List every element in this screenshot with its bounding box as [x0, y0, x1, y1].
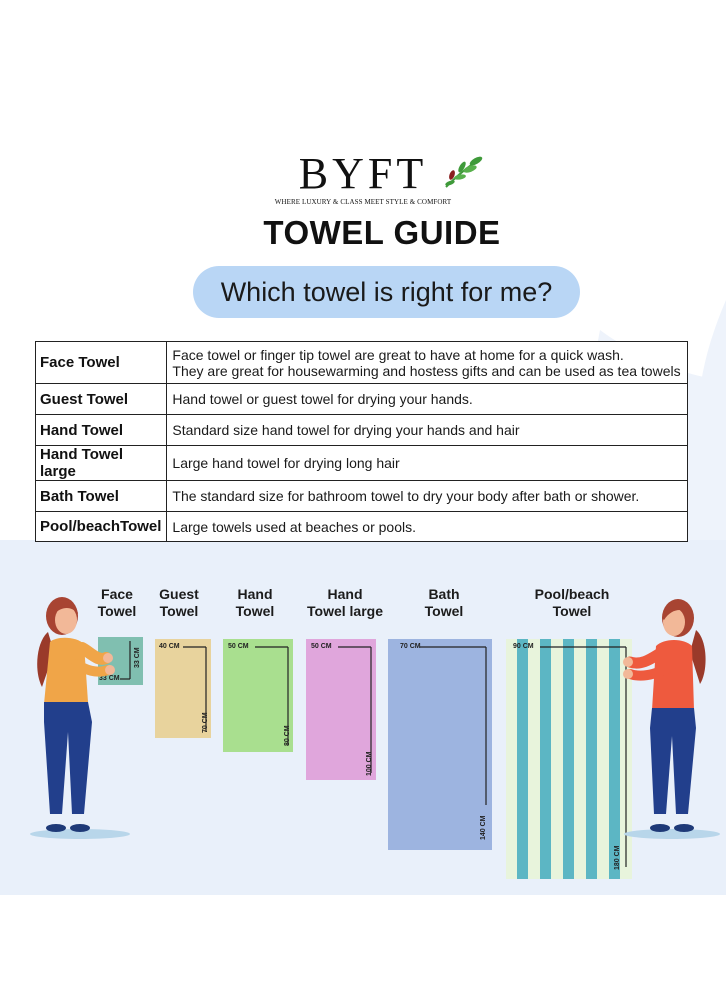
label-line: Hand — [327, 586, 363, 602]
table-row — [36, 342, 688, 384]
towel-name: Bath Towel — [36, 481, 167, 512]
woman-left-illustration — [26, 592, 134, 842]
table-row — [36, 415, 688, 446]
towel-description: Standard size hand towel for drying your hands and hair — [167, 415, 688, 446]
question-banner: Which towel is right for me? — [193, 266, 580, 318]
towel-name: Hand Towel — [36, 415, 167, 446]
label-guest-towel — [153, 586, 205, 620]
label-line: Face — [101, 586, 133, 602]
table-row — [36, 446, 688, 481]
towel-description: Large hand towel for drying long hair — [167, 446, 688, 481]
bath-towel-width: 70 CM — [400, 643, 421, 650]
brand-logo — [0, 150, 726, 198]
hand-towel-large-height: 100 CM — [366, 751, 373, 776]
leaf-icon — [440, 155, 486, 191]
label-line: Towel — [159, 603, 199, 619]
towel-table — [35, 341, 688, 542]
towel-name: Hand Towel large — [36, 446, 167, 481]
label-hand-towel-large — [303, 586, 387, 620]
description-line: They are great for housewarming and hostess gifts and can be used as tea towels — [172, 362, 681, 379]
guest-towel-width: 40 CM — [159, 643, 180, 650]
towel-name: Face Towel — [36, 342, 167, 384]
label-bath-towel — [414, 586, 474, 620]
hand-towel-width: 50 CM — [228, 643, 249, 650]
label-line: Pool/beach — [534, 586, 610, 602]
pool-beach-towel-width: 90 CM — [513, 643, 534, 650]
label-hand-towel — [229, 586, 281, 620]
towel-description: The standard size for bathroom towel to dry your body after bath or shower. — [167, 481, 688, 512]
face-towel-height: 33 CM — [134, 647, 141, 668]
label-line: Bath — [428, 586, 460, 602]
label-line: Towel large — [307, 603, 383, 619]
hand-towel-height: 80 CM — [284, 725, 291, 746]
towel-description — [167, 342, 688, 384]
brand-name: BYFT — [298, 149, 428, 198]
hand-towel-large-width: 50 CM — [311, 643, 332, 650]
face-towel-width: 33 CM — [99, 675, 120, 682]
label-line: Towel — [97, 603, 137, 619]
woman-right-illustration — [612, 596, 720, 842]
pool-beach-towel-height: 180 CM — [614, 845, 621, 870]
page-title: TOWEL GUIDE — [263, 214, 501, 251]
hand-towel-measure-lines — [223, 639, 293, 752]
guest-towel-height: 70 CM — [202, 712, 209, 733]
label-line: Towel — [235, 603, 275, 619]
bath-towel-height: 140 CM — [480, 815, 487, 840]
table-row — [36, 384, 688, 415]
label-pool-beach-towel — [528, 586, 616, 620]
towel-description: Hand towel or guest towel for drying your hands. — [167, 384, 688, 415]
label-line: Towel — [552, 603, 592, 619]
label-line: Hand — [237, 586, 273, 602]
towel-name: Pool/beachTowel — [36, 512, 167, 542]
table-row — [36, 481, 688, 512]
description-line: Face towel or finger tip towel are great to have at home for a quick wash. — [172, 346, 624, 363]
brand-tagline: WHERE LUXURY & CLASS MEET STYLE & COMFORT — [274, 198, 452, 206]
towel-description: Large towels used at beaches or pools. — [167, 512, 688, 542]
bath-towel-measure-lines — [388, 639, 492, 850]
towel-name: Guest Towel — [36, 384, 167, 415]
table-row — [36, 512, 688, 542]
label-line: Guest — [159, 586, 199, 602]
label-line: Towel — [424, 603, 464, 619]
